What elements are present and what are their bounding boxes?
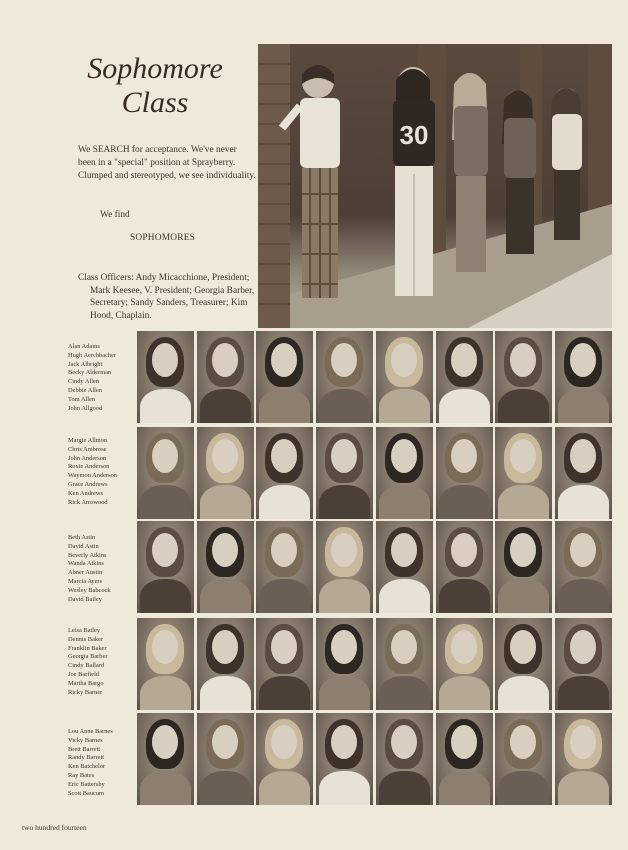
portrait-shoulders — [558, 771, 609, 805]
portrait-shoulders — [558, 676, 609, 710]
student-portrait — [376, 521, 433, 613]
student-name: David Bailey — [68, 595, 102, 603]
student-name: Chris Ambrose — [68, 445, 107, 453]
student-portrait — [137, 331, 194, 423]
portrait-face — [451, 630, 477, 664]
student-portrait — [316, 427, 373, 519]
portrait-shoulders — [558, 579, 609, 613]
student-name: Franklin Baker — [68, 644, 107, 652]
student-name: Wanda Atkins — [68, 560, 104, 568]
student-portrait — [256, 331, 313, 423]
student-portrait — [256, 521, 313, 613]
portrait-face — [331, 439, 357, 473]
portrait-face — [331, 533, 357, 567]
student-name: Alan Adams — [68, 343, 100, 350]
title-line-2: Class — [121, 86, 189, 119]
portrait-face — [391, 439, 417, 473]
portrait-face — [271, 630, 297, 664]
portrait-face — [212, 439, 238, 473]
portrait-face — [212, 725, 238, 759]
portrait-row — [137, 713, 612, 807]
portrait-face — [271, 439, 297, 473]
portrait-shoulders — [140, 771, 191, 805]
portrait-face — [391, 725, 417, 759]
portrait-shoulders — [498, 771, 549, 805]
student-name: Roxie Anderson — [68, 463, 110, 471]
portrait-shoulders — [498, 485, 549, 519]
portrait-face — [391, 630, 417, 664]
portrait-shoulders — [379, 771, 430, 805]
officers-lead: Class Officers: Andy Micacchione, President; — [78, 273, 250, 283]
student-portrait — [436, 618, 493, 710]
student-name: Grace Andrews — [68, 480, 108, 488]
student-portrait — [137, 713, 194, 805]
student-name: Cindy Ballard — [68, 662, 105, 670]
student-portrait — [555, 427, 612, 519]
portrait-face — [451, 533, 477, 567]
student-name: Hugh Aerchbacher — [68, 351, 117, 359]
intro-paragraph — [78, 144, 256, 183]
name-list-row-4 — [68, 627, 138, 697]
portrait-row — [137, 618, 612, 712]
portrait-shoulders — [379, 389, 430, 423]
portrait-shoulders — [319, 676, 370, 710]
portrait-face — [570, 725, 596, 759]
portrait-shoulders — [439, 579, 490, 613]
student-portrait — [197, 521, 254, 613]
class-officers-group-photo — [258, 44, 612, 328]
student-name: Jack Albright — [68, 360, 103, 368]
portrait-face — [510, 725, 536, 759]
student-name: Debbie Allen — [68, 386, 102, 394]
student-portrait — [316, 713, 373, 805]
portrait-shoulders — [319, 485, 370, 519]
student-name: John Allgood — [68, 404, 103, 412]
student-name: Margie Allmon — [68, 437, 108, 444]
student-portrait — [376, 331, 433, 423]
student-portrait — [376, 713, 433, 805]
portrait-shoulders — [379, 579, 430, 613]
student-portrait — [256, 427, 313, 519]
svg-text:30: 30 — [399, 120, 429, 150]
portrait-shoulders — [498, 676, 549, 710]
portrait-shoulders — [439, 389, 490, 423]
portrait-shoulders — [498, 579, 549, 613]
portrait-face — [510, 343, 536, 377]
student-portrait — [316, 618, 373, 710]
portrait-face — [152, 725, 178, 759]
student-portrait — [495, 713, 552, 805]
portrait-face — [570, 630, 596, 664]
student-portrait — [137, 521, 194, 613]
portrait-face — [331, 343, 357, 377]
student-portrait — [197, 713, 254, 805]
name-list-row-5 — [68, 728, 138, 798]
student-portrait — [436, 427, 493, 519]
class-officers — [78, 272, 258, 322]
student-portrait — [555, 521, 612, 613]
portrait-face — [570, 533, 596, 567]
student-name: Wesley Babcock — [68, 586, 111, 594]
portrait-shoulders — [200, 771, 251, 805]
student-name: Dennis Baker — [68, 635, 103, 643]
student-portrait — [197, 427, 254, 519]
portrait-face — [331, 630, 357, 664]
student-portrait — [137, 427, 194, 519]
portrait-shoulders — [379, 485, 430, 519]
portrait-shoulders — [439, 485, 490, 519]
student-name: Ken Andrews — [68, 489, 103, 497]
student-name: Rick Arrowood — [68, 498, 108, 506]
portrait-shoulders — [439, 676, 490, 710]
portrait-shoulders — [319, 579, 370, 613]
portrait-shoulders — [140, 485, 191, 519]
portrait-shoulders — [259, 579, 310, 613]
portrait-face — [271, 343, 297, 377]
portrait-row — [137, 521, 612, 615]
portrait-face — [510, 630, 536, 664]
student-name: Beth Astin — [68, 534, 96, 541]
student-name: Scott Baucum — [68, 789, 105, 797]
student-portrait — [555, 331, 612, 423]
student-name: Tom Allen — [68, 395, 96, 403]
portrait-shoulders — [498, 389, 549, 423]
portrait-face — [570, 343, 596, 377]
student-name: Beverly Atkins — [68, 551, 107, 559]
sophomores-text: SOPHOMORES — [130, 233, 196, 243]
student-portrait — [495, 427, 552, 519]
student-name: Brett Barrett — [68, 745, 101, 753]
intro-text: We SEARCH for acceptance. We've never been in a "special" position at Sprayberry. Clumped and stereotyped, we see individuality. — [78, 145, 256, 181]
portrait-face — [271, 533, 297, 567]
portrait-shoulders — [379, 676, 430, 710]
student-name: John Anderson — [68, 454, 107, 462]
portrait-face — [510, 533, 536, 567]
student-name: Waymon Anderson — [68, 472, 118, 480]
student-portrait — [555, 713, 612, 805]
student-name: Ricky Barner — [68, 688, 103, 696]
portrait-face — [391, 343, 417, 377]
student-portrait — [316, 331, 373, 423]
portrait-face — [152, 630, 178, 664]
student-portrait — [256, 713, 313, 805]
student-name: Ray Bates — [68, 771, 95, 779]
portrait-shoulders — [140, 579, 191, 613]
portrait-shoulders — [259, 485, 310, 519]
portrait-shoulders — [259, 389, 310, 423]
student-name: Cindy Allen — [68, 378, 100, 386]
portrait-shoulders — [319, 389, 370, 423]
student-portrait — [376, 427, 433, 519]
student-portrait — [436, 331, 493, 423]
portrait-face — [451, 725, 477, 759]
student-portrait — [137, 618, 194, 710]
portrait-face — [212, 533, 238, 567]
portrait-shoulders — [259, 771, 310, 805]
officers-rest: Mark Keesee, V. President; Georgia Barber, Secretary; Sandy Sanders, Treasurer; Kim Hood, Chaplain. — [90, 285, 255, 321]
student-name: Abner Austin — [68, 569, 103, 577]
portrait-face — [451, 439, 477, 473]
name-list-row-3 — [68, 534, 138, 604]
portrait-shoulders — [319, 771, 370, 805]
student-portrait — [197, 331, 254, 423]
student-portrait — [555, 618, 612, 710]
portrait-face — [152, 439, 178, 473]
page-number-footer: two hundred fourteen — [22, 823, 87, 832]
portrait-shoulders — [200, 579, 251, 613]
portrait-face — [391, 533, 417, 567]
we-find-text: We find — [100, 210, 130, 220]
student-portrait — [197, 618, 254, 710]
student-name: David Astin — [68, 542, 99, 550]
portrait-face — [331, 725, 357, 759]
name-list-row-1 — [68, 343, 138, 413]
student-name: Marcia Ayers — [68, 577, 103, 585]
title-line-1: Sophomore — [87, 52, 223, 85]
student-portrait — [495, 331, 552, 423]
portrait-shoulders — [200, 485, 251, 519]
portrait-shoulders — [200, 389, 251, 423]
student-portrait — [256, 618, 313, 710]
student-portrait — [436, 521, 493, 613]
portrait-face — [212, 343, 238, 377]
portrait-shoulders — [439, 771, 490, 805]
student-name: Georgia Barber — [68, 653, 108, 661]
portrait-face — [152, 533, 178, 567]
portrait-shoulders — [140, 676, 191, 710]
name-list-row-2 — [68, 437, 138, 507]
student-name: Randy Barrett — [68, 754, 105, 762]
student-name: Ken Batchelor — [68, 763, 106, 771]
portrait-shoulders — [259, 676, 310, 710]
portrait-face — [212, 630, 238, 664]
student-portrait — [436, 713, 493, 805]
portrait-face — [570, 439, 596, 473]
student-portrait — [495, 521, 552, 613]
student-portrait — [495, 618, 552, 710]
student-name: Lou Anne Barnes — [68, 728, 113, 735]
portrait-shoulders — [558, 485, 609, 519]
page-title — [70, 52, 240, 120]
student-name: Vicky Barnes — [68, 736, 103, 744]
portrait-face — [152, 343, 178, 377]
portrait-shoulders — [140, 389, 191, 423]
student-name: Joe Barfield — [68, 670, 100, 678]
group-photo-illustration — [258, 44, 612, 328]
portrait-face — [451, 343, 477, 377]
student-name: Eric Battersby — [68, 780, 105, 788]
student-portrait — [376, 618, 433, 710]
portrait-face — [271, 725, 297, 759]
student-name: Martha Bargo — [68, 679, 104, 687]
portrait-shoulders — [200, 676, 251, 710]
student-name: Leisa Bailey — [68, 627, 101, 634]
student-name: Becky Alderman — [68, 369, 112, 377]
portrait-row — [137, 331, 612, 425]
student-portrait — [316, 521, 373, 613]
portrait-face — [510, 439, 536, 473]
portrait-shoulders — [558, 389, 609, 423]
portrait-row — [137, 427, 612, 521]
